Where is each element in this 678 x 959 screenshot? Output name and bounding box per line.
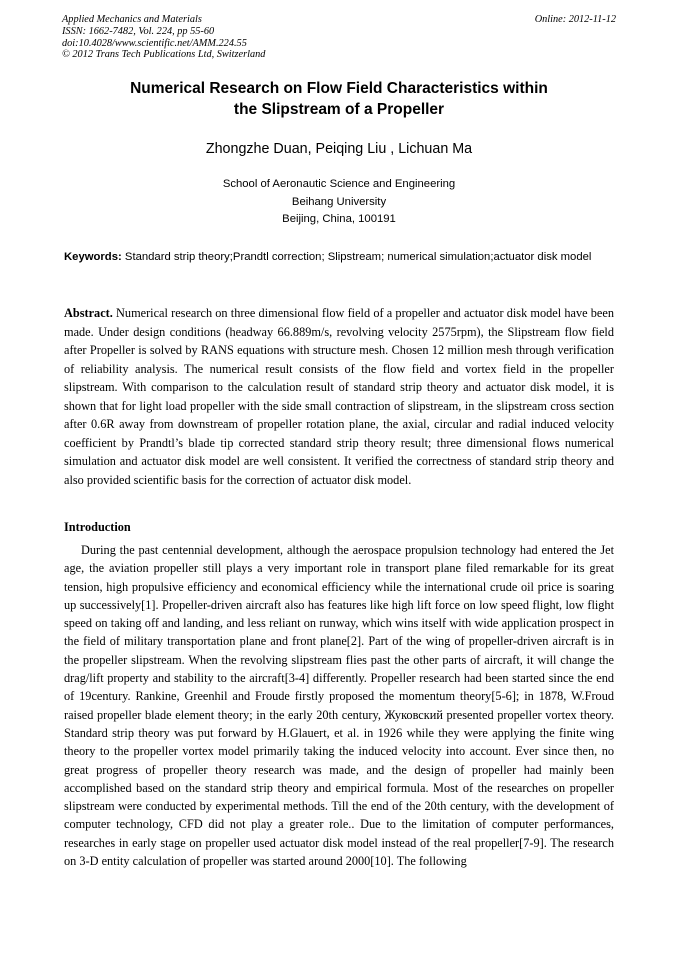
introduction-heading: Introduction [64, 520, 131, 534]
issn-line: ISSN: 1662-7482, Vol. 224, pp 55-60 [62, 25, 215, 37]
affiliation-line-3: Beijing, China, 100191 [282, 213, 396, 225]
title-line-1: Numerical Research on Flow Field Characteristics within [130, 80, 548, 97]
online-date: Online: 2012-11-12 [534, 14, 616, 25]
keywords-label: Keywords: [64, 251, 122, 263]
introduction-paragraph: During the past centennial development, although the aerospace propulsion technology had entered the Jet age, the aviation propeller still plays a very important role in transport plane filed remarkable for its great tension, high propulsive efficiency and economical efficiency while the international crude oil price is soaring up successively[1]. Propeller-driven aircraft also has features like high lift force on low speed flight, low flight speed on taking off and landing, and less reliant on runway, which wins itself with wide application prospect in the field of military transportation plane and front plane[2]. Part of the wing of propeller-driven aircraft is in the propeller slipstream. When the revolving slipstream flies past the other parts of aircraft, it will change the drag/lift property and stability to the aircraft[3-4] differently. Propeller research had been started since the end of 19century. Rankine, Greenhil and Froude firstly proposed the momentum theory[5-6]; in 1878, W.Froud raised propeller blade element theory; in the early 20th century, Жуковский presented propeller vortex theory. Standard strip theory was put forward by H.Glauert, et al. in 1926 while they were applying the finite wing theory to the propeller vortex model primarily taking the induced velocity into account. Ever since then, no great progress of propeller theory research was made, and the design of propeller had mainly been accomplished based on the standard strip theory and empirical formula. Most of the researches on propeller slipstream were conducted by experimental methods. Till the end of the 20th century, with the development of computer technology, CFD did not play a greater role.. Due to the limitation of computer performances, researches in early stage on propeller used actuator disk model instead of the real propeller[7-9]. The research on 3-D entity calculation of propeller was started around 2000[10]. The following [64, 543, 614, 869]
doi-line: doi:10.4028/www.scientific.net/AMM.224.55 [62, 37, 247, 49]
authors: Zhongzhe Duan, Peiqing Liu , Lichuan Ma [205, 141, 473, 157]
affiliation-line-1: School of Aeronautic Science and Engineering [222, 178, 456, 190]
keywords [64, 249, 614, 266]
journal-name: Applied Mechanics and Materials [62, 14, 202, 25]
affiliation [64, 176, 614, 229]
paper-title [64, 79, 614, 120]
affiliation-line-2: Beihang University [291, 195, 387, 208]
copyright-line: © 2012 Trans Tech Publications Ltd, Switzerland [62, 49, 266, 61]
keywords-text: Standard strip theory;Prandtl correction; Slipstream; numerical simulation;actuator disk model [121, 251, 592, 263]
journal-header [62, 14, 616, 61]
abstract-text: Numerical research on three dimensional flow field of a propeller and actuator disk model have been made. Under design conditions (headway 66.889m/s, revolving velocity 2575rpm), the Slipstream flow field after Propeller is solved by RANS equations with structure mesh. Chosen 12 million mesh through verification of reliability analysis. The numerical result consists of the flow field and vortex field in the propeller slipstream. With comparison to the calculation result of standard strip theory and actuator disk model, it is shown that for light load propeller with the side small contraction of slipstream, in the slipstream cross section after 0.6R away from downstream of propeller rotation plane, the axial, circular and radial induced velocity coefficient by Prandtl’s blade tip corrected standard strip theory result; three dimensional flows numerical simulation and actuator disk model are well consistent. It verified the correctness of standard strip theory and also provided scientific basis for the correction of actuator disk model. [64, 306, 614, 487]
title-line-2: the Slipstream of a Propeller [233, 100, 445, 118]
abstract-label: Abstract. [64, 306, 113, 320]
abstract [64, 304, 614, 489]
